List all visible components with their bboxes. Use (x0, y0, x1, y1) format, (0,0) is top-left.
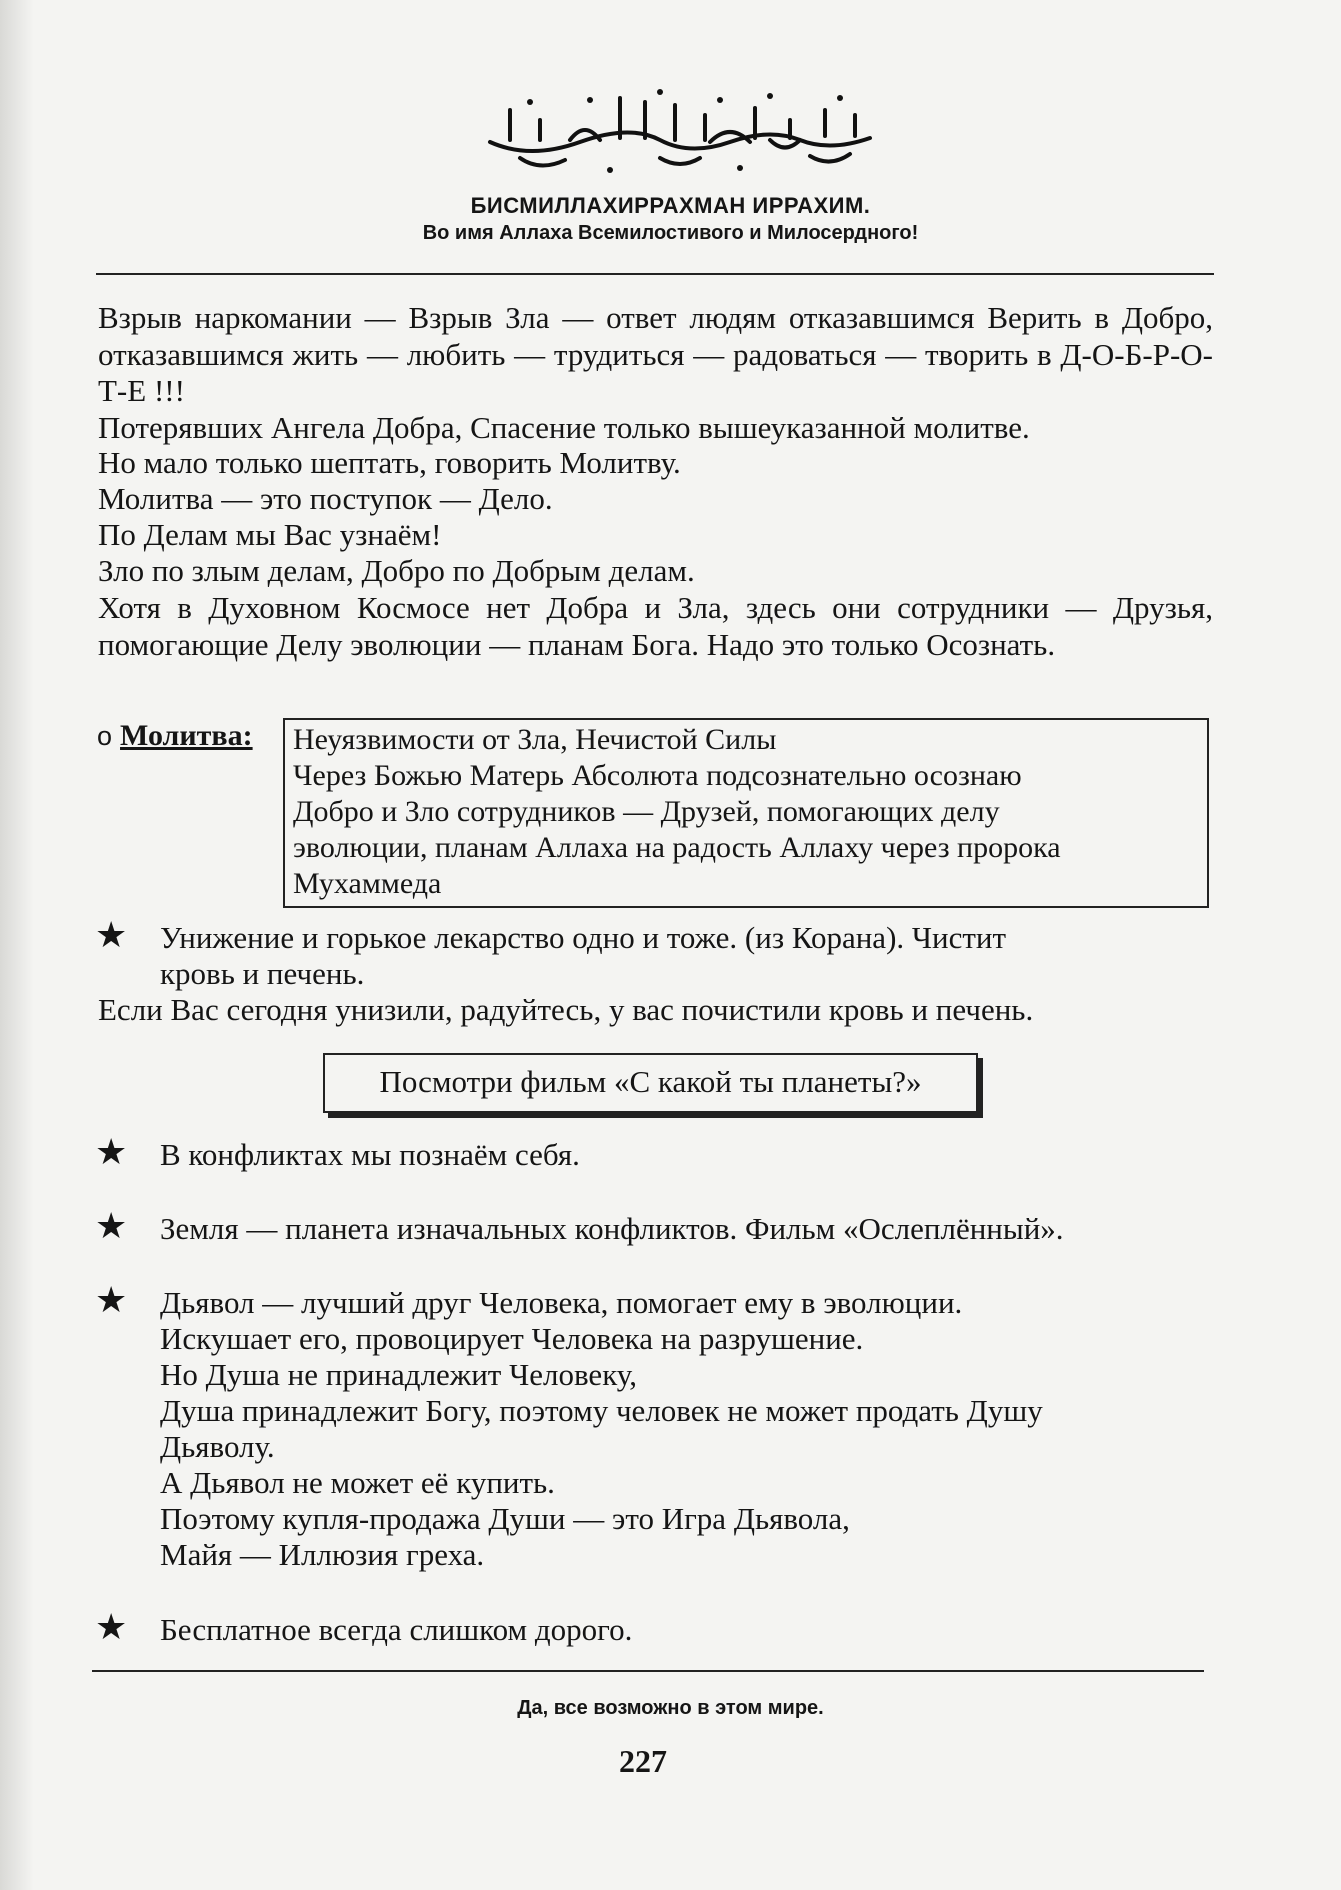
top-divider (96, 273, 1214, 275)
footer-caption: Да, все возможно в этом мире. (517, 1697, 824, 1719)
prayer-line: Добро и Зло сотрудников — Друзей, помогающих делу (293, 795, 1000, 828)
header-subtitle: Во имя Аллаха Всемилостивого и Милосердного! (422, 222, 919, 244)
intro-paragraph: Взрыв наркомании — Взрыв Зла — ответ людям отказавшимся Верить в Добро, отказавшимся жить — любить — трудиться — радоваться — творить в Д-О-Б-Р-О-Т-Е !!! (98, 300, 1213, 408)
star-item-line: Дьявол — лучший друг Человека, помогает ему в эволюции. (160, 1285, 963, 1320)
prayer-box (283, 718, 1209, 908)
star-item-line: Земля — планета изначальных конфликтов. Фильм «Ослеплённый». (160, 1211, 1064, 1246)
star-icon: ★ (95, 1607, 128, 1648)
intro-line: Потерявших Ангела Добра, Спасение только вышеуказанной молитве. (98, 410, 1030, 445)
humiliation-followup: Если Вас сегодня унизили, радуйтесь, у вас почистили кровь и печень. (98, 992, 1034, 1027)
humiliation-line: кровь и печень. (160, 956, 365, 991)
star-item-line: В конфликтах мы познаём себя. (160, 1137, 580, 1172)
bottom-divider (92, 1670, 1204, 1672)
intro-line: Молитва — это поступок — Дело. (98, 481, 553, 516)
star-item-line: Бесплатное всегда слишком дорого. (160, 1612, 633, 1647)
star-icon: ★ (95, 915, 128, 956)
prayer-line: Через Божью Матерь Абсолюта подсознательно осознаю (293, 759, 1022, 792)
star-item-line: Поэтому купля-продажа Души — это Игра Дьявола, (160, 1501, 850, 1536)
header-title: БИСМИЛЛАХИРРАХМАН ИРРАХИМ. (470, 193, 871, 218)
star-item-line: А Дьявол не может её купить. (160, 1465, 555, 1500)
intro-paragraph-2: Хотя в Духовном Космосе нет Добра и Зла, здесь они сотрудники — Друзья, помогающие Делу эволюции — планам Бога. Надо это только Осознать. (98, 590, 1213, 662)
prayer-label (97, 719, 253, 753)
prayer-label-text: Молитва: (120, 719, 253, 752)
prayer-line: Неуязвимости от Зла, Нечистой Силы (293, 723, 777, 756)
star-icon: ★ (95, 1206, 128, 1247)
star-icon: ★ (95, 1132, 128, 1173)
star-item-line: Искушает его, провоцирует Человека на разрушение. (160, 1321, 864, 1356)
page-number: 227 (619, 1743, 667, 1779)
prayer-line: эволюции, планам Аллаха на радость Аллаху через пророка (293, 831, 1061, 864)
star-item-line: Майя — Иллюзия греха. (160, 1537, 485, 1572)
humiliation-line: Унижение и горькое лекарство одно и тоже. (из Корана). Чистит (160, 920, 1007, 955)
page-edge-shadow (0, 0, 34, 1890)
bismillah-calligraphy (470, 80, 890, 180)
star-icon: ★ (95, 1280, 128, 1321)
star-item-line: Но Душа не принадлежит Человеку, (160, 1357, 637, 1392)
film-recommendation-box: Посмотри фильм «С какой ты планеты?» (323, 1053, 978, 1113)
intro-line: По Делам мы Вас узнаём! (98, 517, 442, 552)
intro-line: Зло по злым делам, Добро по Добрым делам. (98, 553, 695, 588)
star-item-line: Душа принадлежит Богу, поэтому человек не может продать Душу (160, 1393, 1043, 1428)
prayer-line: Мухаммеда (293, 867, 442, 900)
intro-line: Но мало только шептать, говорить Молитву. (98, 445, 681, 480)
circle-bullet: о (97, 721, 113, 751)
star-item-line: Дьяволу. (160, 1429, 275, 1464)
